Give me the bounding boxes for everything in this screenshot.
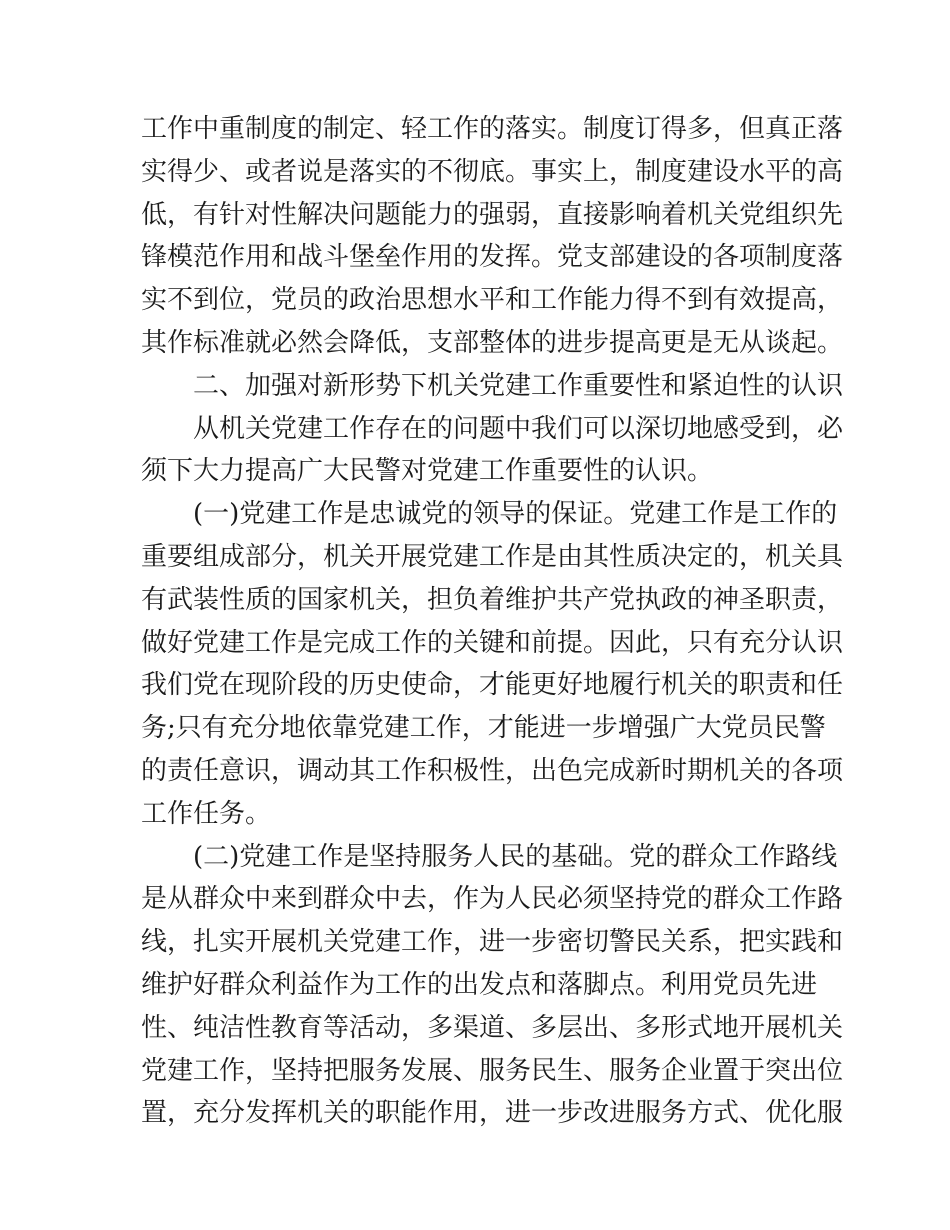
- text-line: 的责任意识，调动其工作积极性，出色完成新时期机关的各项: [141, 755, 844, 786]
- text-line: 我们党在现阶段的历史使命，才能更好地履行机关的职责和任: [141, 670, 844, 701]
- text-line: 维护好群众利益作为工作的出发点和落脚点。利用党员先进: [141, 969, 818, 1000]
- text-line: 党建工作，坚持把服务发展、服务民生、服务企业置于突出位: [141, 1055, 844, 1086]
- text-line: 工作任务。: [141, 798, 272, 829]
- text-line: 是从群众中来到群众中去，作为人民必须坚持党的群众工作路: [141, 884, 844, 915]
- body-text: [141, 108, 844, 1135]
- text-line: 置，充分发挥机关的职能作用，进一步改进服务方式、优化服: [141, 1098, 844, 1129]
- text-line: 其作标准就必然会降低，支部整体的进步提高更是无从谈起。: [141, 327, 844, 358]
- text-line: 低，有针对性解决问题能力的强弱，直接影响着机关党组织先: [141, 199, 844, 230]
- text-line: 从机关党建工作存在的问题中我们可以深切地感受到，必: [193, 413, 844, 444]
- text-line: 二、加强对新形势下机关党建工作重要性和紧迫性的认识: [193, 370, 844, 401]
- text-line: 重要组成部分，机关开展党建工作是由其性质决定的，机关具: [141, 541, 844, 572]
- text-line: 工作中重制度的制定、轻工作的落实。制度订得多，但真正落: [141, 114, 844, 144]
- text-line: 线，扎实开展机关党建工作，进一步密切警民关系，把实践和: [141, 927, 844, 958]
- text-line: 须下大力提高广大民警对党建工作重要性的认识。: [141, 456, 714, 487]
- text-line: 有武装性质的国家机关，担负着维护共产党执政的神圣职责，: [141, 584, 844, 615]
- text-line: 锋模范作用和战斗堡垒作用的发挥。党支部建设的各项制度落: [141, 242, 844, 273]
- text-line: 实得少、或者说是落实的不彻底。事实上，制度建设水平的高: [141, 156, 844, 187]
- text-line: 做好党建工作是完成工作的关键和前提。因此，只有充分认识: [141, 627, 844, 658]
- text-line: 务;只有充分地依靠党建工作，才能进一步增强广大党员民警: [141, 713, 826, 744]
- text-line: (一)党建工作是忠诚党的领导的保证。党建工作是工作的: [193, 499, 838, 530]
- text-line: 性、纯洁性教育等活动，多渠道、多层出、多形式地开展机关: [141, 1012, 844, 1043]
- text-line: (二)党建工作是坚持服务人民的基础。党的群众工作路线: [193, 841, 838, 872]
- text-line: 实不到位，党员的政治思想水平和工作能力得不到有效提高，: [141, 285, 844, 316]
